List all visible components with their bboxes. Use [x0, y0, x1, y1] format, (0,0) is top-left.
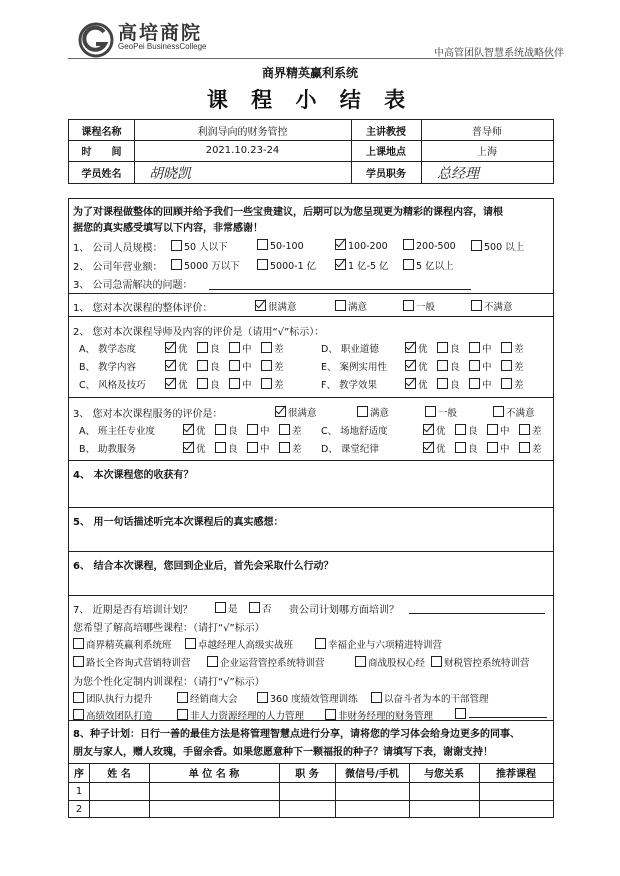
checkbox-checked[interactable] [165, 378, 176, 389]
brand-name: 高培商院 [118, 22, 203, 44]
teacher-item-3-grade-2[interactable]: 良 [197, 377, 220, 391]
time-value: 2021.10.23-24 [205, 145, 280, 156]
teacher-item-3-grade-4[interactable]: 差 [261, 377, 284, 391]
course-label: 课程名称 [81, 126, 122, 138]
checkbox[interactable] [197, 360, 208, 371]
q6-label: 6、 结合本次课程，您回到企业后，首先会采取什么行动？ [73, 561, 334, 572]
info-table [68, 119, 554, 184]
checkbox[interactable] [471, 300, 482, 311]
place-label: 上课地点 [366, 147, 406, 158]
checkbox[interactable] [469, 378, 480, 389]
service-item-4-grade-4[interactable]: 差 [519, 441, 542, 455]
student-name-signature: 胡晓凯 [149, 166, 191, 182]
intro-text-2: 据您的真实感受填写以下内容，非常感谢！ [73, 223, 263, 234]
teacher-item-3: C、 风格及技巧 [79, 380, 146, 391]
course-option-2[interactable]: 卓越经理人高级实战班 [185, 637, 293, 651]
checkbox-checked[interactable] [183, 442, 194, 453]
checkbox[interactable] [519, 424, 530, 435]
course-value: 利润导向的财务管控 [197, 126, 288, 138]
slogan: 中高管团队智慧系统战略伙伴 [434, 48, 564, 59]
service-option-2[interactable]: 满意 [357, 405, 389, 419]
teacher-item-2-grade-2[interactable]: 良 [197, 359, 220, 373]
form-title: 课 程 小 结 表 [206, 88, 414, 112]
custom-option-other[interactable] [455, 708, 468, 721]
checkbox[interactable] [325, 709, 336, 720]
teacher-item-4-grade-3[interactable]: 中 [469, 341, 492, 355]
service-item-4-grade-3[interactable]: 中 [487, 441, 510, 455]
service-item-2: B、 助教服务 [79, 444, 137, 455]
checkbox[interactable] [501, 342, 512, 353]
checkbox[interactable] [455, 442, 466, 453]
checkbox[interactable] [215, 424, 226, 435]
checkbox-checked[interactable] [423, 442, 434, 453]
checkbox[interactable] [501, 378, 512, 389]
page-header [0, 0, 620, 58]
teacher-item-4-grade-2[interactable]: 良 [437, 341, 460, 355]
checkbox[interactable] [73, 638, 84, 649]
checkbox[interactable] [403, 300, 414, 311]
q7-which-label: 贵公司计划哪方面培训？ [289, 605, 399, 616]
teacher-item-5-grade-3[interactable]: 中 [469, 359, 492, 373]
service-item-2-grade-3[interactable]: 中 [247, 441, 270, 455]
checkbox[interactable] [437, 360, 448, 371]
q1-option-4[interactable]: 200-500 [403, 239, 456, 252]
checkbox-checked[interactable] [165, 342, 176, 353]
checkbox[interactable] [471, 240, 482, 251]
checkbox[interactable] [487, 424, 498, 435]
course-option-4[interactable]: 路长全咨询式营销特训营 [73, 655, 191, 669]
seed-header-6: 与您关系 [424, 769, 464, 780]
seed-header-2: 姓 名 [107, 769, 131, 780]
overall-option-4[interactable]: 不满意 [471, 299, 513, 313]
checkbox[interactable] [249, 602, 260, 613]
checkbox-checked[interactable] [335, 239, 346, 250]
teacher-item-6-grade-4[interactable]: 差 [501, 377, 524, 391]
overall-option-2[interactable]: 满意 [335, 299, 367, 313]
service-item-2-grade-4[interactable]: 差 [279, 441, 302, 455]
teacher-item-1-grade-1[interactable]: 优 [165, 341, 188, 355]
checkbox[interactable] [185, 638, 196, 649]
service-item-4-grade-1[interactable]: 优 [423, 441, 446, 455]
teacher-item-5-grade-1[interactable]: 优 [405, 359, 428, 373]
checkbox[interactable] [455, 424, 466, 435]
checkbox[interactable] [425, 406, 436, 417]
header-divider [68, 58, 554, 59]
seed-header-1: 序 [74, 769, 84, 780]
q2-option-4[interactable]: 5 亿以上 [403, 258, 454, 272]
service-item-1-grade-2[interactable]: 良 [215, 423, 238, 437]
service-item-1-grade-4[interactable]: 差 [279, 423, 302, 437]
checkbox[interactable] [73, 692, 84, 703]
q4-label: 4、 本次课程您的收获有？ [73, 470, 194, 481]
service-item-3-grade-4[interactable]: 差 [519, 423, 542, 437]
teacher-item-3-grade-3[interactable]: 中 [229, 377, 252, 391]
checkbox[interactable] [357, 406, 368, 417]
custom-other-line[interactable] [469, 717, 547, 718]
custom-option-2[interactable]: 经销商大会 [177, 691, 238, 705]
checkbox-checked[interactable] [183, 424, 194, 435]
checkbox-checked[interactable] [335, 259, 346, 270]
teacher-eval-label: 2、 您对本次课程导师及内容的评价是（请用“√”标示）： [73, 327, 325, 338]
checkbox[interactable] [431, 656, 442, 667]
teacher-item-2-grade-3[interactable]: 中 [229, 359, 252, 373]
course-option-1[interactable]: 商界精英赢利系统班 [73, 637, 172, 651]
service-option-1[interactable]: 很满意 [275, 405, 317, 419]
seed-header-4: 职 务 [295, 769, 319, 780]
checkbox[interactable] [177, 709, 188, 720]
q8-text-2: 朋友与家人，赠人玫瑰，手留余香。如果您愿意种下一颗福报的种子？请填写下表，谢谢支持！ [73, 747, 493, 758]
checkbox-checked[interactable] [165, 360, 176, 371]
service-item-2-grade-1[interactable]: 优 [183, 441, 206, 455]
name-label: 学员姓名 [81, 168, 122, 180]
course-option-3[interactable]: 幸福企业与六项精进特训营 [315, 637, 442, 651]
q2-option-3[interactable]: 1 亿-5 亿 [335, 258, 389, 272]
custom-option-7[interactable]: 非财务经理的财务管理 [325, 708, 433, 722]
q2-option-1[interactable]: 5000 万以下 [171, 258, 240, 272]
overall-label: 1、 您对本次课程的整体评价： [73, 303, 213, 314]
service-item-4: D、 课堂纪律 [321, 444, 379, 455]
checkbox[interactable] [469, 342, 480, 353]
teacher-item-6-grade-1[interactable]: 优 [405, 377, 428, 391]
position-label: 学员职务 [366, 168, 406, 180]
checkbox[interactable] [403, 239, 414, 250]
custom-label: 为您个性化定制内训课程：（请打“√”标示） [73, 677, 265, 688]
q7-which-line[interactable] [409, 613, 545, 614]
time-label: 时 间 [81, 147, 122, 158]
brand-english: GeoPei BusinessCollege [118, 42, 207, 51]
checkbox[interactable] [257, 692, 268, 703]
q3-answer-line[interactable] [209, 289, 471, 290]
checkbox[interactable] [229, 360, 240, 371]
checkbox[interactable] [171, 240, 182, 251]
survey-box [68, 198, 554, 818]
seed-row-number: 1 [75, 785, 83, 797]
q2-option-2[interactable]: 5000-1 亿 [257, 258, 316, 272]
teacher-item-3-grade-1[interactable]: 优 [165, 377, 188, 391]
custom-option-6[interactable]: 非人力资源经理的人力管理 [177, 708, 304, 722]
q1-option-3[interactable]: 100-200 [335, 239, 388, 252]
checkbox[interactable] [487, 442, 498, 453]
service-eval-label: 3、 您对本次课程服务的评价是： [73, 409, 223, 420]
teacher-value: 普导师 [472, 126, 502, 138]
q1-option-2[interactable]: 50-100 [257, 239, 304, 252]
q8-text-1: 8、种子计划：日行一善的最佳方法是将管理智慧点进行分享，请将您的学习体会给身边更多的同事、 [73, 729, 520, 740]
checkbox[interactable] [261, 360, 272, 371]
teacher-item-2-grade-4[interactable]: 差 [261, 359, 284, 373]
checkbox-checked[interactable] [405, 378, 416, 389]
checkbox[interactable] [197, 342, 208, 353]
seed-header-7: 推荐课程 [496, 769, 536, 780]
checkbox[interactable] [177, 692, 188, 703]
teacher-label: 主讲教授 [366, 126, 406, 138]
service-item-1-grade-3[interactable]: 中 [247, 423, 270, 437]
q7-no[interactable]: 否 [249, 601, 272, 615]
q2-label: 2、 公司年营业额： [73, 262, 163, 273]
teacher-item-6-grade-2[interactable]: 良 [437, 377, 460, 391]
student-position-signature: 总经理 [437, 166, 479, 182]
checkbox[interactable] [279, 442, 290, 453]
checkbox[interactable] [501, 360, 512, 371]
checkbox[interactable] [315, 638, 326, 649]
checkbox[interactable] [229, 342, 240, 353]
checkbox-checked[interactable] [405, 360, 416, 371]
checkbox[interactable] [437, 378, 448, 389]
checkbox[interactable] [455, 708, 466, 719]
checkbox[interactable] [215, 442, 226, 453]
teacher-item-5: E、 案例实用性 [321, 362, 388, 373]
service-item-3-grade-1[interactable]: 优 [423, 423, 446, 437]
checkbox[interactable] [519, 442, 530, 453]
teacher-item-6-grade-3[interactable]: 中 [469, 377, 492, 391]
checkbox[interactable] [73, 656, 84, 667]
q3-label: 3、 公司急需解决的问题： [73, 280, 193, 291]
system-name: 商界精英赢利系统 [261, 66, 358, 80]
place-value: 上海 [477, 147, 497, 158]
q7-know-label: 您希望了解高培哪些课程：（请打“√”标示） [73, 623, 265, 634]
custom-option-1[interactable]: 团队执行力提升 [73, 691, 153, 705]
checkbox[interactable] [437, 342, 448, 353]
q5-label: 5、 用一句话描述听完本次课程后的真实感想： [73, 517, 284, 528]
course-option-6[interactable]: 商战股权心经 [355, 655, 425, 669]
service-item-1: A、 班主任专业度 [79, 426, 156, 437]
q1-option-5[interactable]: 500 以上 [471, 239, 524, 253]
checkbox[interactable] [469, 360, 480, 371]
checkbox[interactable] [335, 300, 346, 311]
service-option-4[interactable]: 不满意 [493, 405, 535, 419]
custom-option-4[interactable]: 以奋斗者为本的干部管理 [371, 691, 489, 705]
checkbox[interactable] [493, 406, 504, 417]
teacher-item-1-grade-3[interactable]: 中 [229, 341, 252, 355]
checkbox[interactable] [215, 602, 226, 613]
checkbox[interactable] [355, 656, 366, 667]
checkbox[interactable] [229, 378, 240, 389]
course-option-5[interactable]: 企业运营管控系统特训营 [207, 655, 325, 669]
seed-row-number: 2 [75, 803, 83, 815]
checkbox[interactable] [371, 692, 382, 703]
service-option-3[interactable]: 一般 [425, 405, 457, 419]
service-item-2-grade-2[interactable]: 良 [215, 441, 238, 455]
checkbox[interactable] [403, 259, 414, 270]
teacher-item-4-grade-1[interactable]: 优 [405, 341, 428, 355]
checkbox[interactable] [257, 239, 268, 250]
teacher-item-1-grade-4[interactable]: 差 [261, 341, 284, 355]
checkbox[interactable] [197, 378, 208, 389]
teacher-item-4: D、 职业道德 [321, 344, 379, 355]
checkbox[interactable] [261, 378, 272, 389]
checkbox[interactable] [247, 424, 258, 435]
checkbox-checked[interactable] [275, 406, 286, 417]
teacher-item-4-grade-4[interactable]: 差 [501, 341, 524, 355]
checkbox[interactable] [207, 656, 218, 667]
checkbox-checked[interactable] [405, 342, 416, 353]
q1-label: 1、 公司人员规模： [73, 243, 163, 254]
teacher-item-2: B、 教学内容 [79, 362, 137, 373]
service-item-3: C、 场地舒适度 [321, 426, 388, 437]
checkbox[interactable] [279, 424, 290, 435]
teacher-item-5-grade-4[interactable]: 差 [501, 359, 524, 373]
custom-option-3[interactable]: 360 度绩效管理训练 [257, 691, 358, 705]
teacher-item-6: F、 教学效果 [321, 380, 377, 391]
q7-label: 7、 近期是否有培训计划？ [73, 605, 193, 616]
teacher-item-1-grade-2[interactable]: 良 [197, 341, 220, 355]
checkbox[interactable] [247, 442, 258, 453]
checkbox-checked[interactable] [255, 300, 266, 311]
seed-header-3: 单 位 名 称 [188, 769, 240, 780]
college-logo-icon [78, 22, 114, 58]
teacher-item-1: A、 教学态度 [79, 344, 137, 355]
service-item-3-grade-2[interactable]: 良 [455, 423, 478, 437]
checkbox[interactable] [171, 259, 182, 270]
service-item-4-grade-2[interactable]: 良 [455, 441, 478, 455]
teacher-item-5-grade-2[interactable]: 良 [437, 359, 460, 373]
teacher-item-2-grade-1[interactable]: 优 [165, 359, 188, 373]
checkbox-checked[interactable] [423, 424, 434, 435]
service-item-1-grade-1[interactable]: 优 [183, 423, 206, 437]
checkbox[interactable] [257, 259, 268, 270]
checkbox[interactable] [261, 342, 272, 353]
intro-text-1: 为了对课程做整体的回顾并给予我们一些宝贵建议，后期可以为您呈现更为精彩的课程内容，请根 [73, 207, 503, 218]
q7-yes[interactable]: 是 [215, 601, 238, 615]
custom-option-5[interactable]: 高绩效团队打造 [73, 708, 153, 722]
course-option-7[interactable]: 财税管控系统特训营 [431, 655, 530, 669]
overall-option-1[interactable]: 很满意 [255, 299, 297, 313]
checkbox[interactable] [73, 709, 84, 720]
q1-option-1[interactable]: 50 人以下 [171, 239, 228, 253]
seed-header-5: 微信号/手机 [345, 769, 399, 780]
overall-option-3[interactable]: 一般 [403, 299, 435, 313]
service-item-3-grade-3[interactable]: 中 [487, 423, 510, 437]
